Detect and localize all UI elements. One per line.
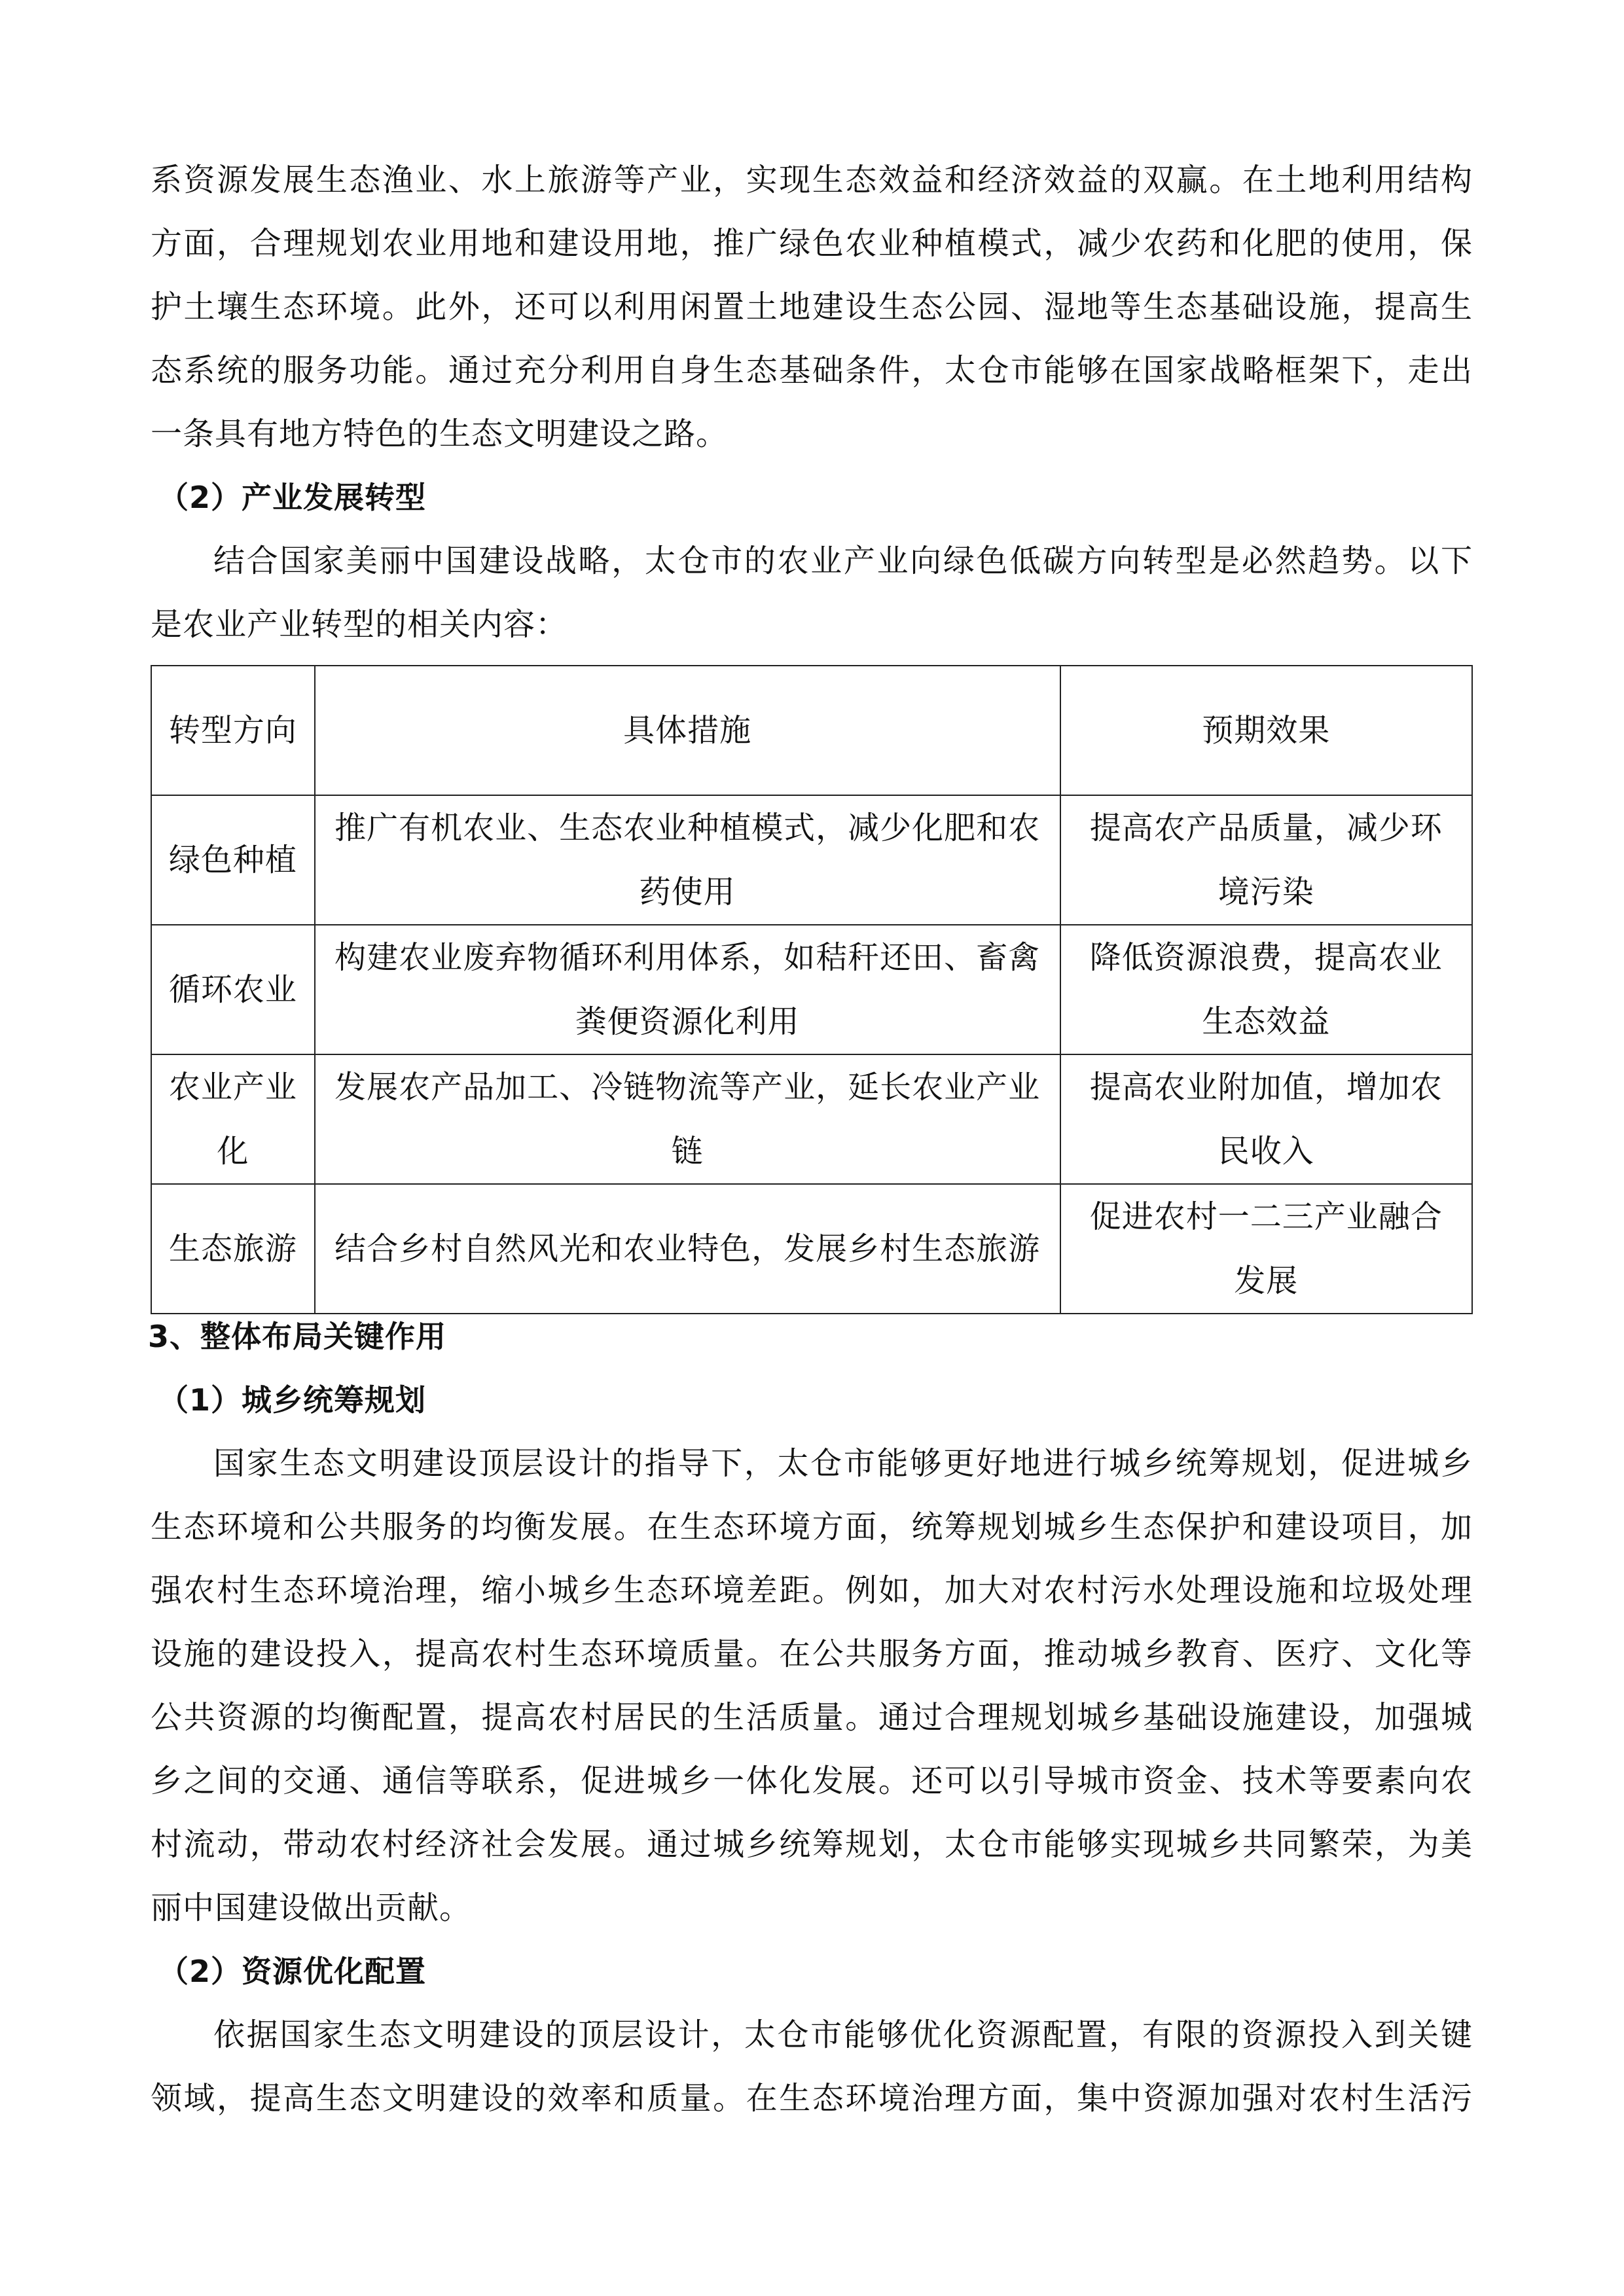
table-row — [151, 1054, 1472, 1184]
table-cell: 结合乡村自然风光和农业特色，发展乡村生态旅游 — [315, 1184, 1060, 1314]
table-cell: 农业产业化 — [151, 1054, 315, 1184]
table-cell: 发展农产品加工、冷链物流等产业，延长农业产业链 — [315, 1054, 1060, 1184]
table-cell: 绿色种植 — [151, 795, 315, 925]
table-row — [151, 795, 1472, 925]
paragraph-line: 依据国家生态文明建设的顶层设计，太仓市能够优化资源配置，有限的资源投入到关键 — [213, 2017, 1473, 2053]
section-heading: 3、整体布局关键作用 — [148, 1319, 447, 1354]
table-cell: 循环农业 — [151, 925, 315, 1054]
paragraph-line: 丽中国建设做出贡献。 — [151, 1890, 472, 1926]
paragraph-line: 村流动，带动农村经济社会发展。通过城乡统筹规划，太仓市能够实现城乡共同繁荣，为美 — [151, 1826, 1473, 1863]
paragraph-line: 护土壤生态环境。此外，还可以利用闲置土地建设生态公园、湿地等生态基础设施，提高生 — [151, 289, 1473, 325]
table-header-cell: 转型方向 — [151, 666, 315, 795]
paragraph-line: 生态环境和公共服务的均衡发展。在生态环境方面，统筹规划城乡生态保护和建设项目，加 — [151, 1509, 1473, 1545]
section-heading: （2）资源优化配置 — [158, 1954, 427, 1989]
table-header-row — [151, 666, 1472, 795]
paragraph-line: 公共资源的均衡配置，提高农村居民的生活质量。通过合理规划城乡基础设施建设，加强城 — [151, 1699, 1473, 1736]
paragraph-line: 乡之间的交通、通信等联系，促进城乡一体化发展。还可以引导城市资金、技术等要素向农 — [151, 1763, 1473, 1799]
table-cell: 促进农村一二三产业融合发展 — [1060, 1184, 1472, 1314]
paragraph-line: 一条具有地方特色的生态文明建设之路。 — [151, 416, 729, 452]
section-heading: （2）产业发展转型 — [158, 480, 427, 515]
table-cell: 降低资源浪费，提高农业生态效益 — [1060, 925, 1472, 1054]
table-cell: 提高农业附加值，增加农民收入 — [1060, 1054, 1472, 1184]
agriculture-transformation-table — [151, 665, 1473, 1314]
paragraph-line: 结合国家美丽中国建设战略，太仓市的农业产业向绿色低碳方向转型是必然趋势。以下 — [213, 543, 1473, 579]
paragraph-line: 方面，合理规划农业用地和建设用地，推广绿色农业种植模式，减少农药和化肥的使用，保 — [151, 225, 1473, 262]
paragraph-line: 是农业产业转型的相关内容： — [151, 606, 568, 643]
table-cell: 生态旅游 — [151, 1184, 315, 1314]
table-cell: 推广有机农业、生态农业种植模式，减少化肥和农药使用 — [315, 795, 1060, 925]
section-heading: （1）城乡统筹规划 — [158, 1382, 427, 1418]
table-row — [151, 1184, 1472, 1314]
table-row — [151, 925, 1472, 1054]
paragraph-line: 国家生态文明建设顶层设计的指导下，太仓市能够更好地进行城乡统筹规划，促进城乡 — [213, 1445, 1473, 1482]
table-header-cell: 预期效果 — [1060, 666, 1472, 795]
paragraph-line: 态系统的服务功能。通过充分利用自身生态基础条件，太仓市能够在国家战略框架下，走出 — [151, 352, 1473, 389]
paragraph-line: 强农村生态环境治理，缩小城乡生态环境差距。例如，加大对农村污水处理设施和垃圾处理 — [151, 1572, 1473, 1609]
paragraph-line: 设施的建设投入，提高农村生态环境质量。在公共服务方面，推动城乡教育、医疗、文化等 — [151, 1636, 1473, 1672]
paragraph-line: 领域，提高生态文明建设的效率和质量。在生态环境治理方面，集中资源加强对农村生活污 — [151, 2080, 1473, 2117]
table-cell: 提高农产品质量，减少环境污染 — [1060, 795, 1472, 925]
paragraph-line: 系资源发展生态渔业、水上旅游等产业，实现生态效益和经济效益的双赢。在土地利用结构 — [151, 162, 1473, 198]
table-cell: 构建农业废弃物循环利用体系，如秸秆还田、畜禽粪便资源化利用 — [315, 925, 1060, 1054]
table-header-cell: 具体措施 — [315, 666, 1060, 795]
